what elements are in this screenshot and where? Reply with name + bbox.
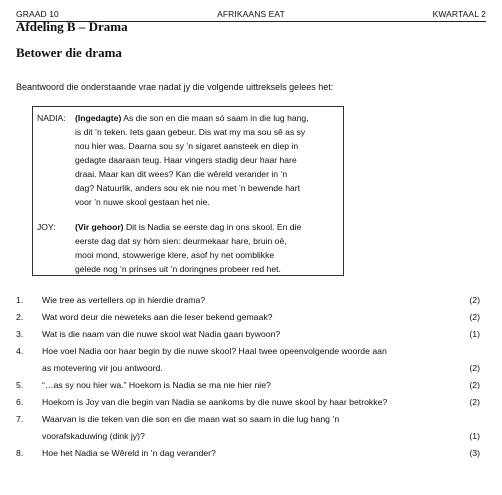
stage-direction-joy: (Vir gehoor) xyxy=(75,222,124,232)
speech-nadia-line: voor ’n nuwe skool gestaan het nie. xyxy=(75,197,210,207)
question-marks: (2) xyxy=(469,312,480,322)
speaker-joy-label: JOY: xyxy=(37,222,56,232)
question-text: Hoekom is Joy van die begin van Nadia se aankoms by die nuwe skool by haar betrokke? xyxy=(42,397,388,407)
question-marks: (2) xyxy=(469,295,480,305)
speech-nadia-line: nou hier was. Daarna sou sy ’n sigaret aansteek en diep in xyxy=(75,141,299,151)
question-number: 5. xyxy=(16,380,24,390)
speech-joy-line: eerste dag dat sy hóm sien: deurmekaar hare, bruin oë, xyxy=(75,236,287,246)
speech-joy-line: gelede nog ’n prinses uit ’n doringnes probeer red het. xyxy=(75,264,281,274)
question-text: Wat word deur die neweteks aan die leser bekend gemaak? xyxy=(42,312,273,322)
header-term: KWARTAAL 2 xyxy=(432,9,486,19)
speech-joy-line: Dit is Nadia se eerste dag in ons skool. En die xyxy=(125,222,302,232)
speech-nadia-line: As die son en die maan só saam in die lug hang, xyxy=(123,113,309,123)
question-marks: (1) xyxy=(469,329,480,339)
speech-joy-line: mooi mond, stowwerige klere, asof hy net oomblikke xyxy=(75,250,275,260)
question-number: 3. xyxy=(16,329,24,339)
question-text: Wat is die naam van die nuwe skool wat Nadia gaan bywoon? xyxy=(42,329,281,339)
question-marks: (3) xyxy=(469,448,480,458)
speech-nadia-line: is dit ’n teken. Iets gaan gebeur. Dis wat my ma sou sê as sy xyxy=(75,127,306,137)
question-number: 7. xyxy=(16,414,24,424)
speaker-joy xyxy=(37,220,56,234)
speech-joy xyxy=(75,220,337,276)
question-number: 6. xyxy=(16,397,24,407)
question-marks: (2) xyxy=(469,380,480,390)
extract-box xyxy=(32,106,344,276)
question-number: 1. xyxy=(16,295,24,305)
question-marks: (2) xyxy=(469,363,480,373)
question-number: 2. xyxy=(16,312,24,322)
speech-nadia-line: dag? Natuurlik, anders sou ek nie nou met ’n bewende hart xyxy=(75,183,301,193)
question-text: as motevering vir jou antwoord. xyxy=(42,363,163,373)
question-text: voorafskaduwing (dink jy)? xyxy=(42,431,145,441)
question-text: Wie tree as vertellers op in hierdie drama? xyxy=(42,295,206,305)
question-marks: (1) xyxy=(469,431,480,441)
speaker-nadia-label: NADIA: xyxy=(37,113,66,123)
speaker-nadia xyxy=(37,111,66,125)
question-text: Waarvan is die teken van die son en die maan wat so saam in die lug hang ’n xyxy=(42,414,340,424)
section-title: Afdeling B – Drama xyxy=(16,19,128,34)
header-subject: AFRIKAANS EAT xyxy=(217,9,285,19)
question-text: Hoe het Nadia se Wêreld in ’n dag verander? xyxy=(42,448,216,458)
question-text: “…as sy nou hier wa.” Hoekom is Nadia se ma nie hier nie? xyxy=(42,380,271,390)
sub-title: Betower die drama xyxy=(16,45,122,60)
header-grade: GRAAD 10 xyxy=(16,9,59,19)
speech-nadia-first-line xyxy=(75,111,337,125)
instruction-text: Beantwoord die onderstaande vrae nadat jy die volgende uittreksels gelees het: xyxy=(16,82,334,92)
speech-joy-first-line xyxy=(75,220,337,234)
speech-nadia-line: gedagte daaraan teug. Haar vingers stadig deur haar hare xyxy=(75,155,297,165)
speech-nadia-line: draai. Maar kan dit wees? Kan die wêreld verander in ’n xyxy=(75,169,288,179)
stage-direction-nadia: (Ingedagte) xyxy=(75,113,122,123)
question-marks: (2) xyxy=(469,397,480,407)
speech-nadia xyxy=(75,111,337,209)
question-text: Hoe voel Nadia oor haar begin by die nuwe skool? Haal twee opeenvolgende woorde aan xyxy=(42,346,387,356)
question-number: 8. xyxy=(16,448,24,458)
question-number: 4. xyxy=(16,346,24,356)
